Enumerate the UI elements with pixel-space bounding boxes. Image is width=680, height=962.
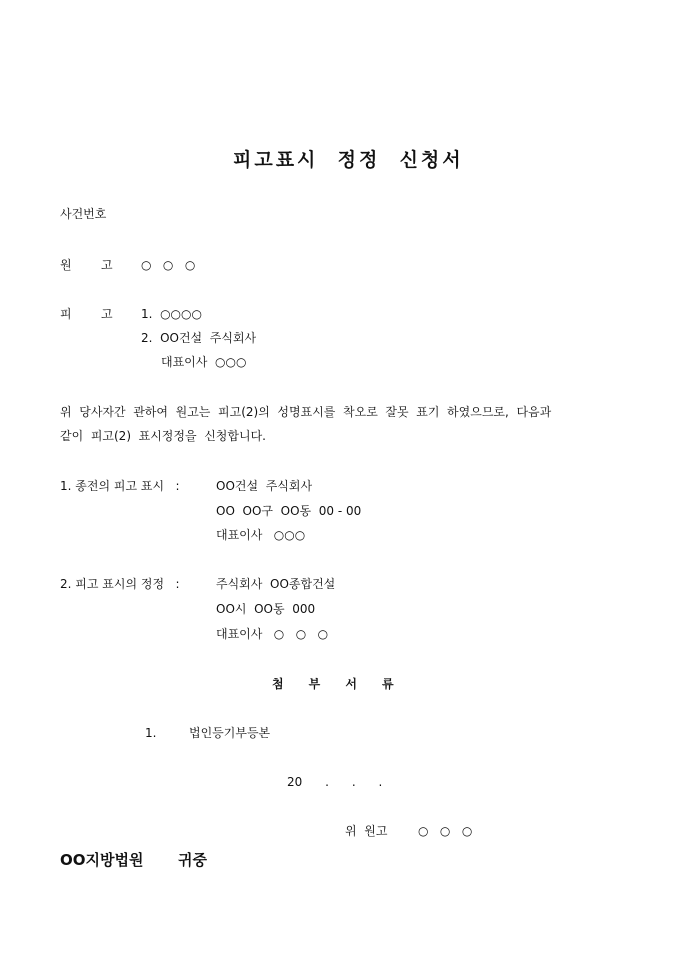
defendant-item-1: 1. ○○○○ <box>141 307 202 321</box>
court-suffix: 귀중 <box>178 851 207 869</box>
signature-name: ○ ○ ○ <box>418 824 473 838</box>
body-line-1: 위 당사자간 관하여 원고는 피고(2)의 성명표시를 착오로 잘못 표기 하였으므로, 다음과 <box>60 405 552 419</box>
date-line: 20 . . . <box>287 775 383 789</box>
plaintiff-name: ○ ○ ○ <box>141 258 196 272</box>
case-number-label: 사건번호 <box>60 207 107 221</box>
plaintiff-label-1: 원 <box>60 258 72 272</box>
corrected-line-1: 주식회사 OO종합건설 <box>216 577 336 591</box>
defendant-label-2: 고 <box>101 307 113 321</box>
defendant-item-2-rep: 대표이사 ○○○ <box>161 355 247 369</box>
previous-line-1: OO건설 주식회사 <box>216 479 313 493</box>
corrected-line-2: OO시 OO동 000 <box>216 602 316 616</box>
signature-label: 위 원고 <box>345 824 388 838</box>
previous-line-3: 대표이사 ○○○ <box>216 528 306 542</box>
body-line-2: 같이 피고(2) 표시정정을 신청합니다. <box>60 429 266 443</box>
attachments-heading: 첨 부 서 류 <box>272 677 394 691</box>
defendant-item-2: 2. OO건설 주식회사 <box>141 331 257 345</box>
attachment-1-number: 1. <box>145 726 157 740</box>
plaintiff-label-2: 고 <box>101 258 113 272</box>
previous-label: 1. 종전의 피고 표시 : <box>60 479 180 493</box>
attachment-1: 법인등기부등본 <box>189 726 271 740</box>
corrected-label: 2. 피고 표시의 정정 : <box>60 577 180 591</box>
document-title: 피고표시 정정 신청서 <box>233 149 464 171</box>
previous-line-2: OO OO구 OO동 00 - 00 <box>216 504 362 518</box>
corrected-line-3: 대표이사 ○ ○ ○ <box>216 627 329 641</box>
defendant-label-1: 피 <box>60 307 72 321</box>
court-name: OO지방법원 <box>60 851 144 869</box>
